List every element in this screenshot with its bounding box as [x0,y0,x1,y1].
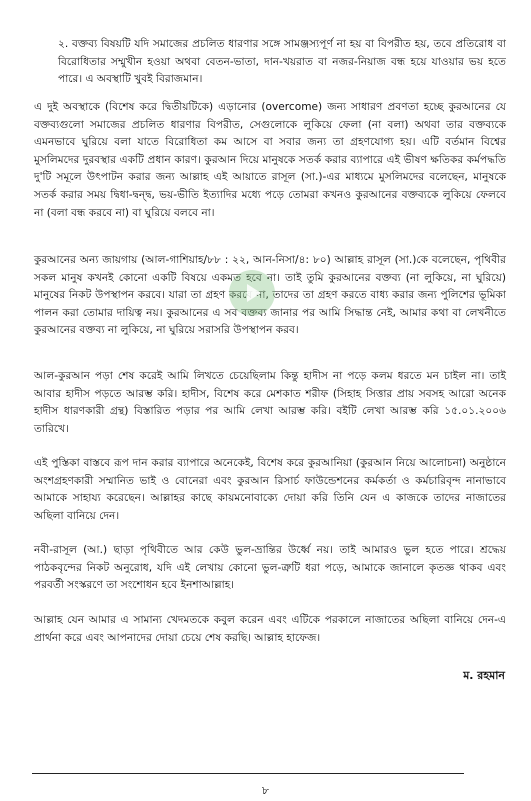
paragraph-prayer: আল্লাহ যেন আমার এ সামান্য খেদমতকে কবুল করেন এবং এটিকে পরকালে নাজাতের অছিলা বানিয়ে দেন-এ প্রার্থনা করে এবং আপনাদের দোয়া চেয়ে শেষ করছি। আল্লাহ হাফেজ। [34,614,506,644]
paragraph-point-2: ২. বক্তব্য বিষয়টি যদি সমাজের প্রচলিত ধারণার সঙ্গে সামঞ্জস্যপূর্ণ না হয় বা বিপরীত হয়, তবে প্রতিরোধ বা বিরোধিতার সম্মুখীন হওয়া অথবা বেতন-ভাতা, দান-খয়রাত বা নজর-নিয়াজ বন্ধ হয়ে যাওয়ার ভয় হতে পারে। এ অবস্থাটি খুবই বিরাজমান। [58,38,506,86]
paragraph-hadith: আল-কুরআন পড়া শেষ করেই আমি লিখতে চেয়েছিলাম কিন্তু হাদীস না পড়ে কলম ধরতে মন চাইল না। তাই আবার হাদীস পড়তে আরম্ভ করি। হাদীস, বিশেষ করে মেশকাত শরীফ (সিহাহ সিত্তার প্রায় সবসহ আরো অনেক হাদীস ধারণকারী গ্রন্থ) বিস্তারিত পড়ার পর আমি লেখা আরম্ভ করি। বইটি লেখা আরম্ভ করি ১৫.০১.২০০৬ তারিখে। [34,370,506,435]
play-watermark-icon [229,270,275,316]
paragraph-tendency: এ দুই অবস্থাকে (বিশেষ করে দ্বিতীয়টিকে) এড়ানোর (overcome) জন্য সাধারণ প্রবণতা হচ্ছে কুরআনের যে বক্তব্যগুলো সমাজের প্রচলিত ধারণার বিপরীত, সেগুলোকে লুকিয়ে ফেলা (না বলা) অথবা তার বক্তব্যকে এমনভাবে ঘুরিয়ে বলা যাতে বিরোধিতা কম আসে বা সবার জন্য তা গ্রহণযোগ্য হয়। এটি বর্তমান বিশ্বের মুসলিমদের দুরবস্থার একটি প্রধান কারণ। কুরআন দিয়ে মানুষকে সতর্ক করার ব্যাপারে এই ভীষণ ক্ষতিকর কর্মপদ্ধতি দু'টি সমূলে উৎপাটন করার জন্য আল্লাহ এই আয়াতে রাসূল (সা.)-এর মাধ্যমে মুসলিমদের বলেছেন, মানুষকে সতর্ক করার সময় দ্বিধা-দ্বন্দ্ব, ভয়-ভীতি ইত্যাদির মধ্যে পড়ে তোমরা কখনও কুরআনের বক্তব্যকে লুকিয়ে ফেলবে না (বলা বন্ধ করবে না) বা ঘুরিয়ে বলবে না। [34,101,506,219]
paragraph-errors: নবী-রাসূল (আ.) ছাড়া পৃথিবীতে আর কেউ ভুল-ভ্রান্তির উর্ধ্বে নয়। তাই আমারও ভুল হতে পারে। শ্রদ্ধেয় পাঠকবৃন্দের নিকট অনুরোধ, যদি এই লেখায় কোনো ভুল-ত্রুটি ধরা পড়ে, আমাকে জানালে কৃতজ্ঞ থাকব এবং পরবর্তী সংস্করণে তা সংশোধন হবে ইনশাআল্লাহ। [34,544,506,592]
paragraph-other-verse: কুরআনের অন্য জায়গায় (আল-গাশিয়াহ/৮৮ : ২২, আন-নিসা/৪: ৮০) আল্লাহ রাসূল (সা.)কে বলেছেন, পৃথিবীর সকল মানুষ কখনই কোনো একটি বিষয়ে একমত হবে না। তাই তুমি কুরআনের বক্তব্য (না লুকিয়ে, না ঘুরিয়ে) মানুষের নিকট উপস্থাপন করবে। যারা তা গ্রহণ করবে না, তাদের তা গ্রহণ করতে বাধ্য করার জন্য পুলিশের ভূমিকা পালন করা তোমার দায়িত্ব নয়। কুরআনের এ সব বক্তব্য জানার পর আমি সিদ্ধান্ত নেই, আমার কথা বা লেখনীতে কুরআনের বক্তব্য না লুকিয়ে, না ঘুরিয়ে সরাসরি উপস্থাপন করব। [34,254,506,337]
author-signature: ম. রহমান [463,669,505,682]
page-number: ৮ [261,784,270,797]
paragraph-acknowledgement: এই পুস্তিকা বাস্তবে রূপ দান করার ব্যাপারে অনেকেই, বিশেষ করে কুরআনিয়া (কুরআন নিয়ে আলোচনা) অনুষ্ঠানে অংশগ্রহণকারী সম্মানিত ভাই ও বোনেরা এবং কুরআন রিসার্চ ফাউন্ডেশনের কর্মকর্তা ও কর্মচারিবৃন্দ নানাভাবে আমাকে সাহায্য করেছেন। আল্লাহর কাছে কায়মনোবাক্যে দোয়া করি তিনি যেন এ কাজকে তাদের নাজাতের অছিলা বানিয়ে দেন। [34,457,506,522]
footer-rule [32,773,464,774]
